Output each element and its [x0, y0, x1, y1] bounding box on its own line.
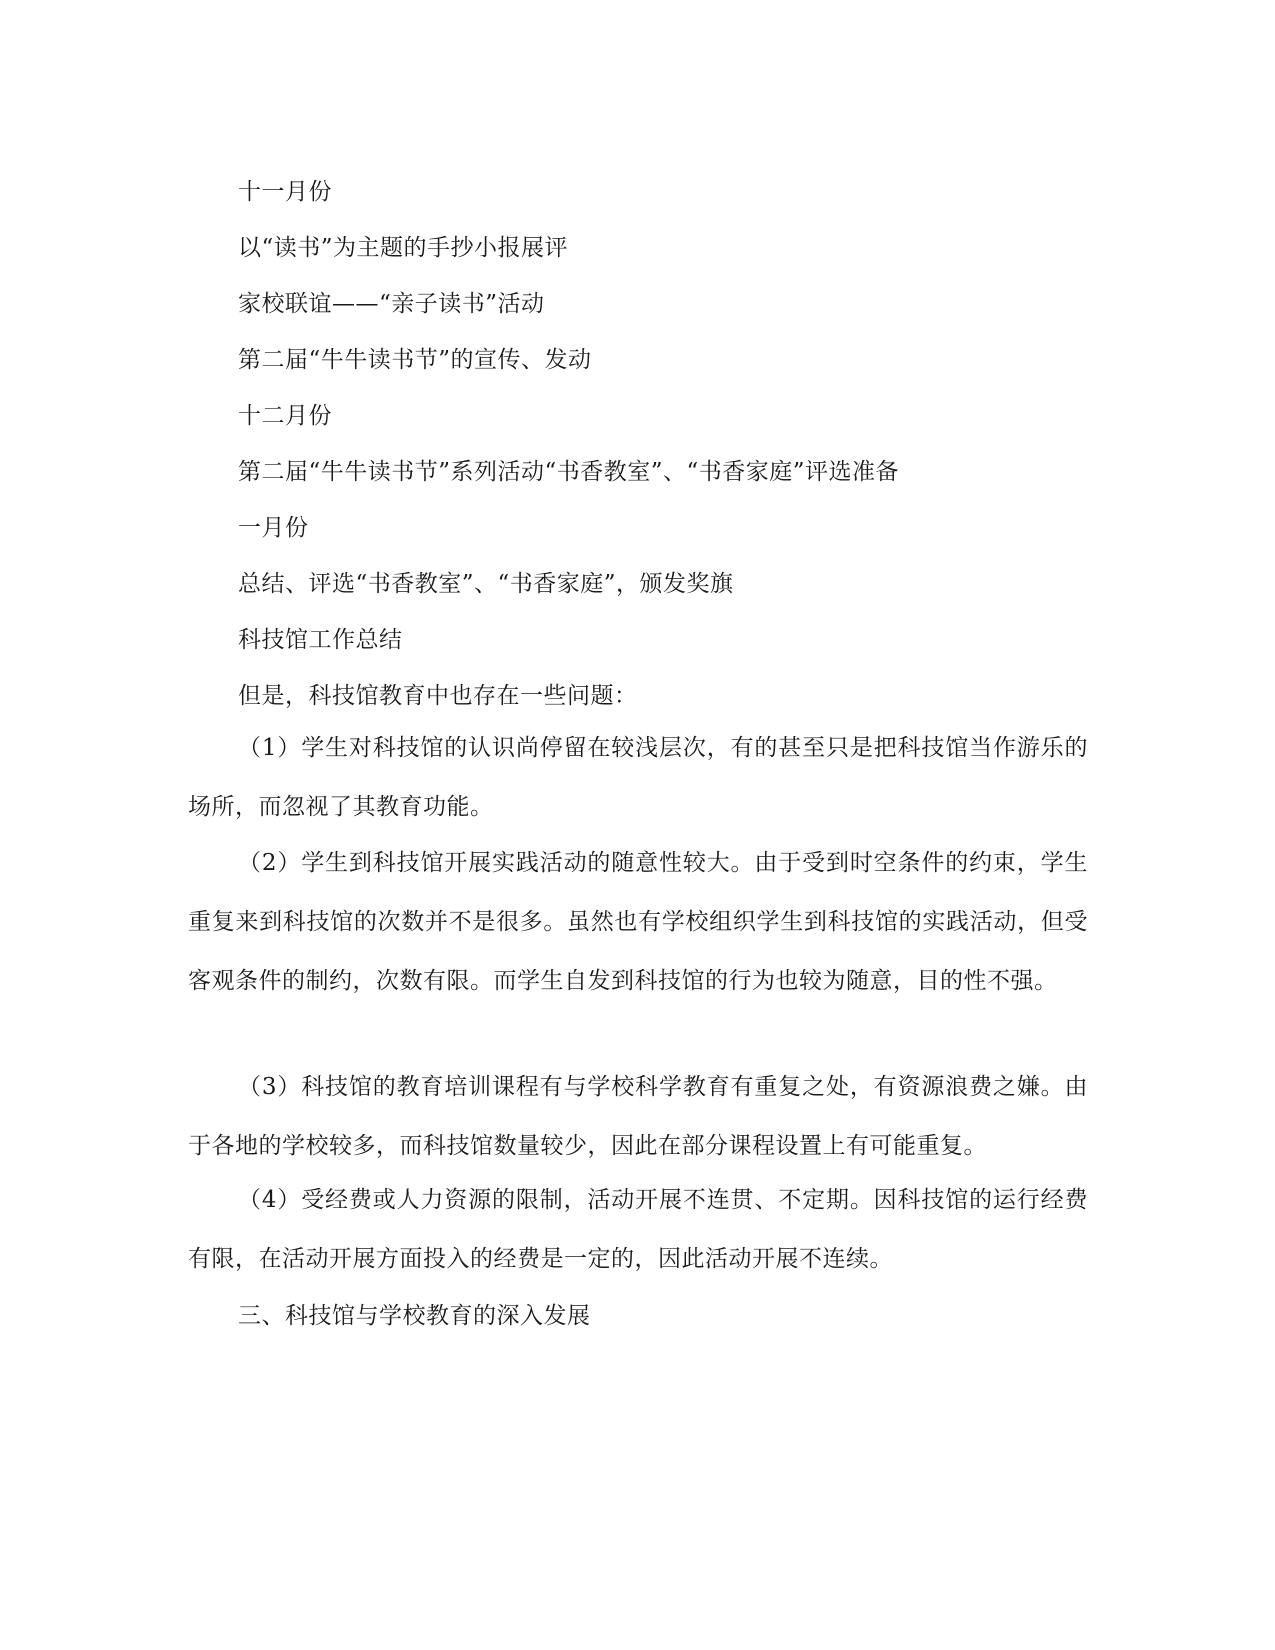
intro-line: 但是，科技馆教育中也存在一些问题： [238, 683, 638, 709]
issue-paragraph-4: （4）受经费或人力资源的限制，活动开展不连贯、不定期。因科技馆的运行经费有限，在活动开展方面投入的经费是一定的，因此活动开展不连续。 [188, 1187, 1088, 1272]
month-heading-january: 一月份 [238, 515, 309, 541]
issue-paragraph-3: （3）科技馆的教育培训课程有与学校科学教育有重复之处，有资源浪费之嫌。由于各地的学校较多，而科技馆数量较少，因此在部分课程设置上有可能重复。 [188, 1074, 1088, 1159]
activity-line: 家校联谊——“亲子读书”活动 [238, 291, 545, 317]
issue-paragraph-2: （2）学生到科技馆开展实践活动的随意性较大。由于受到时空条件的约束，学生重复来到科技馆的次数并不是很多。虽然也有学校组织学生到科技馆的实践活动，但受客观条件的制约，次数有限。而学生自发到科技馆的行为也较为随意，目的性不强。 [188, 850, 1088, 994]
issue-paragraph-1: （1）学生对科技馆的认识尚停留在较浅层次，有的甚至只是把科技馆当作游乐的场所，而忽视了其教育功能。 [188, 735, 1088, 820]
activity-line: 以“读书”为主题的手抄小报展评 [238, 235, 569, 261]
activity-line: 第二届“牛牛读书节”系列活动“书香教室”、“书香家庭”评选准备 [238, 459, 900, 485]
section-heading: 三、科技馆与学校教育的深入发展 [238, 1303, 591, 1329]
activity-line: 第二届“牛牛读书节”的宣传、发动 [238, 347, 592, 373]
month-heading-december: 十二月份 [238, 403, 332, 429]
activity-line: 总结、评选“书香教室”、“书香家庭”，颁发奖旗 [238, 571, 734, 597]
section-title: 科技馆工作总结 [238, 627, 403, 653]
month-heading-november: 十一月份 [238, 179, 332, 205]
